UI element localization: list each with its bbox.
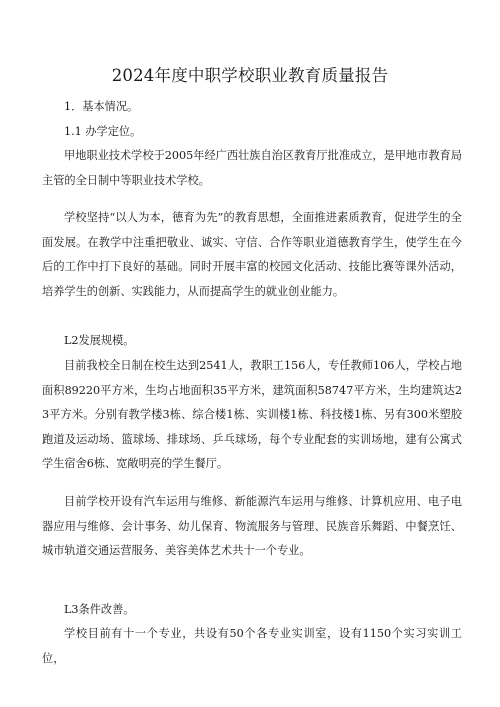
section-heading-positioning: 1.1 办学定位。 [64,125,142,138]
paragraph-education-philosophy: 学校坚持“以人为本，德育为先”的教育思想，全面推进素质教育，促进学生的全面发展。在教学中注重把敬业、诚实、守信、合作等职业道德教育学生，使学生在今后的工作中打下良好的基础。同时开展丰富的校园文化活动、技能比赛等课外活动，培养学生的创新、实践能力，从而提高学生的就业创业能力。 [42,211,462,298]
paragraph-school-intro: 甲地职业技术学校于2005年经广西壮族自治区教育厅批准成立，是甲地市教育局主管的全日制中等职业技术学校。 [42,149,462,187]
section-heading-basic-info: 1．基本情况。 [64,100,139,113]
paragraph-majors: 目前学校开设有汽车运用与维修、新能源汽车运用与维修、计算机应用、电子电器应用与维修、会计事务、幼儿保育、物流服务与管理、民族音乐舞蹈、中餐烹饪、城市轨道交通运营服务、美容美体艺术共十一个专业。 [42,495,462,558]
report-title: 2024年度中职学校职业教育质量报告 [111,66,389,85]
subheading-conditions: L3条件改善。 [64,603,135,616]
subheading-scale: L2发展规模。 [64,334,135,347]
paragraph-conditions: 学校目前有十一个专业，共设有50个各专业实训室，设有1150个实习实训工位， [42,627,462,665]
paragraph-scale-details: 目前我校全日制在校生达到2541人，教职工156人，专任教师106人，学校占地面积89220平方米，生均占地面积35平方米，建筑面积58747平方米，生均建筑达23平方米。分别有教学楼3栋、综合楼1栋、实训楼1栋、科技楼1栋、另有300米塑胶跑道及运动场、篮球场、排球场、乒乓球场，每个专业配套的实训场地，建有公寓式学生宿舍6栋、宽敞明亮的学生餐厅。 [42,359,462,471]
